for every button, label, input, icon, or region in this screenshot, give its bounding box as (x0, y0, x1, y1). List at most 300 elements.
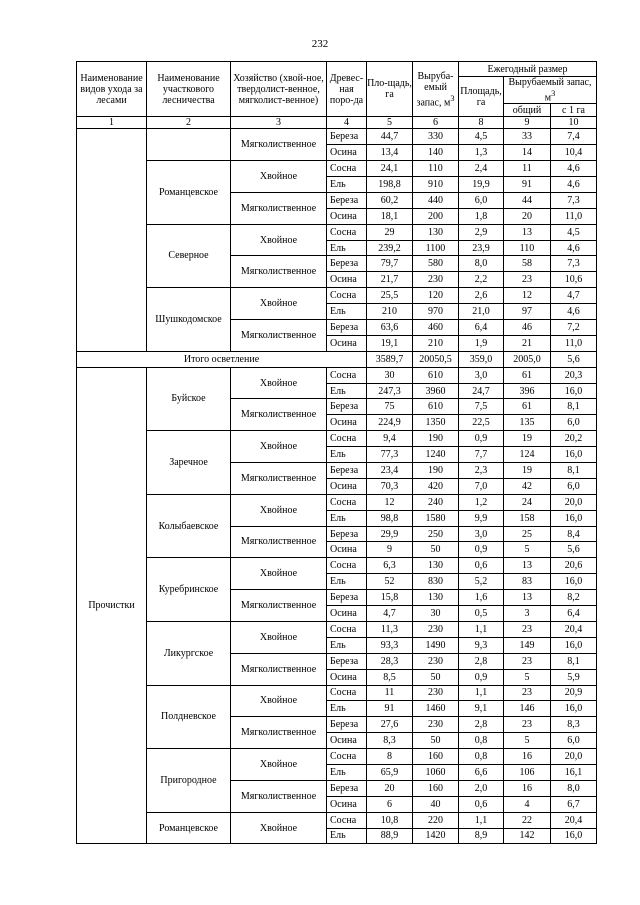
volume-cell: 160 (413, 780, 459, 796)
column-number-row (77, 117, 597, 129)
area-cell: 27,6 (367, 717, 413, 733)
poroda-cell: Ель (327, 828, 367, 844)
volume-cell: 970 (413, 304, 459, 320)
column-number: 5 (367, 117, 413, 129)
volume-cell: 130 (413, 558, 459, 574)
volume-cell: 240 (413, 494, 459, 510)
annual-volume-cell: 23 (504, 621, 551, 637)
poroda-cell: Ель (327, 574, 367, 590)
hozyaystvo-cell: Мягколиственное (231, 590, 327, 622)
care-type-cell (77, 129, 147, 351)
annual-volume-cell: 25 (504, 526, 551, 542)
annual-area-cell: 2,4 (459, 161, 504, 177)
poroda-cell: Береза (327, 399, 367, 415)
area-cell: 18,1 (367, 208, 413, 224)
poroda-cell: Ель (327, 304, 367, 320)
poroda-cell: Сосна (327, 558, 367, 574)
annual-volume-cell: 22 (504, 812, 551, 828)
volume-per-ha-cell: 6,0 (551, 478, 597, 494)
table-row (77, 288, 597, 304)
annual-volume-cell: 135 (504, 415, 551, 431)
volume-per-ha-cell: 4,6 (551, 177, 597, 193)
table-row (77, 224, 597, 240)
volume-per-ha-cell: 16,0 (551, 383, 597, 399)
poroda-cell: Осина (327, 208, 367, 224)
lesnichestvo-cell: Романцевское (147, 812, 231, 844)
annual-volume-cell: 149 (504, 637, 551, 653)
hozyaystvo-cell: Хвойное (231, 161, 327, 193)
table-row (77, 129, 597, 145)
volume-per-ha-cell: 20,4 (551, 621, 597, 637)
poroda-cell: Осина (327, 796, 367, 812)
area-cell: 239,2 (367, 240, 413, 256)
volume-cell: 440 (413, 192, 459, 208)
hozyaystvo-cell: Хвойное (231, 621, 327, 653)
annual-area-cell: 1,1 (459, 685, 504, 701)
poroda-cell: Осина (327, 606, 367, 622)
volume-per-ha-cell: 20,0 (551, 749, 597, 765)
area-cell: 6 (367, 796, 413, 812)
volume-cell: 230 (413, 621, 459, 637)
total-area-cell: 3589,7 (367, 351, 413, 367)
annual-volume-cell: 11 (504, 161, 551, 177)
area-cell: 93,3 (367, 637, 413, 653)
page-number: 232 (311, 38, 329, 50)
poroda-cell: Осина (327, 272, 367, 288)
annual-volume-cell: 19 (504, 431, 551, 447)
table-row (77, 558, 597, 574)
area-cell: 63,6 (367, 320, 413, 336)
header-annual-area: Площадь, га (459, 77, 504, 117)
hozyaystvo-cell: Мягколиственное (231, 399, 327, 431)
annual-volume-cell: 106 (504, 764, 551, 780)
poroda-cell: Береза (327, 780, 367, 796)
annual-area-cell: 1,1 (459, 812, 504, 828)
annual-volume-cell: 20 (504, 208, 551, 224)
poroda-cell: Сосна (327, 621, 367, 637)
volume-per-ha-cell: 5,6 (551, 542, 597, 558)
volume-cell: 1580 (413, 510, 459, 526)
area-cell: 91 (367, 701, 413, 717)
header-poroda: Древес-ная поро-да (327, 62, 367, 117)
annual-volume-cell: 24 (504, 494, 551, 510)
annual-area-cell: 3,0 (459, 367, 504, 383)
column-number: 8 (459, 117, 504, 129)
total-volume-per-ha-cell: 5,6 (551, 351, 597, 367)
volume-per-ha-cell: 11,0 (551, 208, 597, 224)
area-cell: 65,9 (367, 764, 413, 780)
hozyaystvo-cell: Мягколиственное (231, 780, 327, 812)
hozyaystvo-cell: Хвойное (231, 558, 327, 590)
volume-per-ha-cell: 4,6 (551, 304, 597, 320)
table-row (77, 161, 597, 177)
area-cell: 20 (367, 780, 413, 796)
annual-volume-cell: 16 (504, 780, 551, 796)
header-hozyaystvo: Хозяйство (хвой-ное, твердолист-венное, мягколист-венное) (231, 62, 327, 117)
header-volume-total: общий (504, 104, 551, 117)
annual-volume-cell: 13 (504, 224, 551, 240)
volume-cell: 50 (413, 733, 459, 749)
table-row (77, 494, 597, 510)
poroda-cell: Береза (327, 256, 367, 272)
volume-cell: 50 (413, 542, 459, 558)
poroda-cell: Осина (327, 669, 367, 685)
total-volume-cell: 20050,5 (413, 351, 459, 367)
volume-per-ha-cell: 6,7 (551, 796, 597, 812)
volume-cell: 40 (413, 796, 459, 812)
volume-cell: 50 (413, 669, 459, 685)
area-cell: 25,5 (367, 288, 413, 304)
poroda-cell: Ель (327, 177, 367, 193)
annual-volume-cell: 91 (504, 177, 551, 193)
annual-volume-cell: 14 (504, 145, 551, 161)
table-row (77, 685, 597, 701)
poroda-cell: Осина (327, 145, 367, 161)
volume-cell: 230 (413, 717, 459, 733)
annual-volume-cell: 16 (504, 749, 551, 765)
table-row (77, 812, 597, 828)
area-cell: 15,8 (367, 590, 413, 606)
volume-per-ha-cell: 6,0 (551, 415, 597, 431)
hozyaystvo-cell: Хвойное (231, 367, 327, 399)
lesnichestvo-cell: Буйское (147, 367, 231, 431)
annual-volume-cell: 4 (504, 796, 551, 812)
lesnichestvo-cell: Северное (147, 224, 231, 288)
lesnichestvo-cell: Полдневское (147, 685, 231, 749)
lesnichestvo-cell: Пригородное (147, 749, 231, 813)
volume-per-ha-cell: 7,3 (551, 256, 597, 272)
annual-volume-cell: 44 (504, 192, 551, 208)
poroda-cell: Осина (327, 733, 367, 749)
poroda-cell: Ель (327, 383, 367, 399)
table-row (77, 621, 597, 637)
hozyaystvo-cell: Мягколиственное (231, 192, 327, 224)
annual-volume-cell: 142 (504, 828, 551, 844)
area-cell: 12 (367, 494, 413, 510)
volume-cell: 1420 (413, 828, 459, 844)
poroda-cell: Ель (327, 447, 367, 463)
area-cell: 29,9 (367, 526, 413, 542)
header-area: Пло-щадь, га (367, 62, 413, 117)
volume-cell: 1350 (413, 415, 459, 431)
annual-area-cell: 2,8 (459, 653, 504, 669)
annual-area-cell: 1,9 (459, 335, 504, 351)
area-cell: 210 (367, 304, 413, 320)
volume-per-ha-cell: 16,0 (551, 637, 597, 653)
annual-volume-cell: 23 (504, 717, 551, 733)
column-number: 6 (413, 117, 459, 129)
annual-volume-cell: 13 (504, 590, 551, 606)
volume-per-ha-cell: 4,5 (551, 224, 597, 240)
annual-area-cell: 8,9 (459, 828, 504, 844)
volume-cell: 330 (413, 129, 459, 145)
column-number: 4 (327, 117, 367, 129)
poroda-cell: Сосна (327, 288, 367, 304)
poroda-cell: Береза (327, 463, 367, 479)
area-cell: 79,7 (367, 256, 413, 272)
annual-area-cell: 6,0 (459, 192, 504, 208)
lesnichestvo-cell: Заречное (147, 431, 231, 495)
poroda-cell: Береза (327, 653, 367, 669)
annual-area-cell: 1,1 (459, 621, 504, 637)
poroda-cell: Осина (327, 335, 367, 351)
volume-cell: 460 (413, 320, 459, 336)
annual-volume-cell: 5 (504, 733, 551, 749)
volume-per-ha-cell: 16,0 (551, 574, 597, 590)
volume-cell: 1060 (413, 764, 459, 780)
annual-area-cell: 0,5 (459, 606, 504, 622)
annual-area-cell: 23,9 (459, 240, 504, 256)
annual-volume-cell: 158 (504, 510, 551, 526)
annual-area-cell: 21,0 (459, 304, 504, 320)
poroda-cell: Сосна (327, 685, 367, 701)
volume-per-ha-cell: 20,0 (551, 494, 597, 510)
area-cell: 13,4 (367, 145, 413, 161)
volume-cell: 830 (413, 574, 459, 590)
volume-cell: 190 (413, 431, 459, 447)
column-number: 2 (147, 117, 231, 129)
total-annual-volume-cell: 2005,0 (504, 351, 551, 367)
annual-area-cell: 24,7 (459, 383, 504, 399)
annual-area-cell: 6,6 (459, 764, 504, 780)
annual-volume-cell: 61 (504, 399, 551, 415)
annual-area-cell: 0,9 (459, 431, 504, 447)
volume-cell: 110 (413, 161, 459, 177)
poroda-cell: Ель (327, 240, 367, 256)
area-cell: 9,4 (367, 431, 413, 447)
area-cell: 6,3 (367, 558, 413, 574)
annual-area-cell: 1,6 (459, 590, 504, 606)
area-cell: 11 (367, 685, 413, 701)
annual-area-cell: 22,5 (459, 415, 504, 431)
annual-volume-cell: 58 (504, 256, 551, 272)
volume-per-ha-cell: 6,0 (551, 733, 597, 749)
care-type-cell: Прочистки (77, 367, 147, 844)
column-number: 3 (231, 117, 327, 129)
annual-area-cell: 7,5 (459, 399, 504, 415)
area-cell: 44,7 (367, 129, 413, 145)
lesnichestvo-cell: Шушкодомское (147, 288, 231, 352)
hozyaystvo-cell: Хвойное (231, 224, 327, 256)
annual-volume-cell: 23 (504, 272, 551, 288)
area-cell: 8,3 (367, 733, 413, 749)
column-number: 1 (77, 117, 147, 129)
poroda-cell: Береза (327, 320, 367, 336)
volume-cell: 610 (413, 367, 459, 383)
area-cell: 30 (367, 367, 413, 383)
hozyaystvo-cell: Мягколиственное (231, 526, 327, 558)
hozyaystvo-cell: Мягколиственное (231, 129, 327, 161)
column-number: 10 (551, 117, 597, 129)
hozyaystvo-cell: Мягколиственное (231, 653, 327, 685)
area-cell: 29 (367, 224, 413, 240)
annual-area-cell: 2,9 (459, 224, 504, 240)
area-cell: 52 (367, 574, 413, 590)
volume-per-ha-cell: 11,0 (551, 335, 597, 351)
annual-volume-cell: 396 (504, 383, 551, 399)
annual-area-cell: 9,1 (459, 701, 504, 717)
volume-cell: 1490 (413, 637, 459, 653)
volume-per-ha-cell: 8,1 (551, 653, 597, 669)
hozyaystvo-cell: Хвойное (231, 812, 327, 844)
area-cell: 19,1 (367, 335, 413, 351)
header-annual: Ежегодный размер (459, 62, 597, 77)
volume-per-ha-cell: 5,9 (551, 669, 597, 685)
area-cell: 4,7 (367, 606, 413, 622)
annual-area-cell: 5,2 (459, 574, 504, 590)
annual-area-cell: 2,8 (459, 717, 504, 733)
area-cell: 88,9 (367, 828, 413, 844)
volume-per-ha-cell: 7,2 (551, 320, 597, 336)
area-cell: 10,8 (367, 812, 413, 828)
annual-volume-cell: 110 (504, 240, 551, 256)
annual-volume-cell: 13 (504, 558, 551, 574)
volume-cell: 160 (413, 749, 459, 765)
volume-cell: 120 (413, 288, 459, 304)
poroda-cell: Береза (327, 192, 367, 208)
volume-per-ha-cell: 20,3 (551, 367, 597, 383)
annual-volume-cell: 146 (504, 701, 551, 717)
poroda-cell: Сосна (327, 431, 367, 447)
annual-area-cell: 19,9 (459, 177, 504, 193)
poroda-cell: Ель (327, 510, 367, 526)
annual-volume-cell: 124 (504, 447, 551, 463)
volume-per-ha-cell: 4,6 (551, 240, 597, 256)
volume-per-ha-cell: 8,1 (551, 463, 597, 479)
annual-volume-cell: 5 (504, 669, 551, 685)
area-cell: 98,8 (367, 510, 413, 526)
volume-per-ha-cell: 20,6 (551, 558, 597, 574)
volume-cell: 190 (413, 463, 459, 479)
volume-per-ha-cell: 10,4 (551, 145, 597, 161)
annual-area-cell: 3,0 (459, 526, 504, 542)
area-cell: 28,3 (367, 653, 413, 669)
volume-cell: 1100 (413, 240, 459, 256)
hozyaystvo-cell: Хвойное (231, 749, 327, 781)
volume-cell: 420 (413, 478, 459, 494)
total-label: Итого осветление (77, 351, 367, 367)
annual-volume-cell: 21 (504, 335, 551, 351)
hozyaystvo-cell: Хвойное (231, 288, 327, 320)
annual-area-cell: 1,2 (459, 494, 504, 510)
volume-cell: 210 (413, 335, 459, 351)
annual-area-cell: 8,0 (459, 256, 504, 272)
annual-area-cell: 7,0 (459, 478, 504, 494)
hozyaystvo-cell: Мягколиственное (231, 717, 327, 749)
volume-cell: 1240 (413, 447, 459, 463)
volume-per-ha-cell: 4,6 (551, 161, 597, 177)
volume-per-ha-cell: 16,1 (551, 764, 597, 780)
volume-cell: 220 (413, 812, 459, 828)
volume-cell: 230 (413, 685, 459, 701)
annual-area-cell: 0,9 (459, 669, 504, 685)
annual-volume-cell: 46 (504, 320, 551, 336)
hozyaystvo-cell: Мягколиственное (231, 320, 327, 352)
volume-cell: 130 (413, 590, 459, 606)
volume-per-ha-cell: 20,9 (551, 685, 597, 701)
volume-per-ha-cell: 20,2 (551, 431, 597, 447)
annual-volume-cell: 19 (504, 463, 551, 479)
volume-per-ha-cell: 7,4 (551, 129, 597, 145)
area-cell: 21,7 (367, 272, 413, 288)
annual-area-cell: 2,6 (459, 288, 504, 304)
volume-per-ha-cell: 20,4 (551, 812, 597, 828)
volume-cell: 140 (413, 145, 459, 161)
area-cell: 8 (367, 749, 413, 765)
volume-per-ha-cell: 16,0 (551, 510, 597, 526)
area-cell: 77,3 (367, 447, 413, 463)
volume-per-ha-cell: 10,6 (551, 272, 597, 288)
volume-cell: 200 (413, 208, 459, 224)
volume-per-ha-cell: 8,4 (551, 526, 597, 542)
annual-area-cell: 0,6 (459, 796, 504, 812)
hozyaystvo-cell: Хвойное (231, 685, 327, 717)
annual-area-cell: 9,9 (459, 510, 504, 526)
lesnichestvo-cell: Ликургское (147, 621, 231, 685)
annual-area-cell: 2,3 (459, 463, 504, 479)
poroda-cell: Осина (327, 478, 367, 494)
annual-volume-cell: 61 (504, 367, 551, 383)
annual-volume-cell: 5 (504, 542, 551, 558)
lesnichestvo-cell: Куребринское (147, 558, 231, 622)
volume-cell: 230 (413, 272, 459, 288)
hozyaystvo-cell: Мягколиственное (231, 256, 327, 288)
poroda-cell: Сосна (327, 812, 367, 828)
area-cell: 247,3 (367, 383, 413, 399)
poroda-cell: Береза (327, 129, 367, 145)
volume-per-ha-cell: 8,3 (551, 717, 597, 733)
lesnichestvo-cell: Колыбаевское (147, 494, 231, 558)
annual-area-cell: 6,4 (459, 320, 504, 336)
lesnichestvo-cell: Романцевское (147, 161, 231, 225)
annual-volume-cell: 97 (504, 304, 551, 320)
annual-volume-cell: 23 (504, 685, 551, 701)
area-cell: 70,3 (367, 478, 413, 494)
hozyaystvo-cell: Хвойное (231, 494, 327, 526)
table-row (77, 431, 597, 447)
area-cell: 198,8 (367, 177, 413, 193)
volume-per-ha-cell: 4,7 (551, 288, 597, 304)
poroda-cell: Сосна (327, 224, 367, 240)
header-annual-volume: Вырубаемый запас, $м^3$ (504, 77, 597, 104)
table-row (77, 749, 597, 765)
poroda-cell: Ель (327, 637, 367, 653)
poroda-cell: Сосна (327, 367, 367, 383)
annual-volume-cell: 12 (504, 288, 551, 304)
poroda-cell: Береза (327, 717, 367, 733)
annual-area-cell: 0,8 (459, 749, 504, 765)
total-annual-area-cell: 359,0 (459, 351, 504, 367)
volume-per-ha-cell: 7,3 (551, 192, 597, 208)
annual-volume-cell: 33 (504, 129, 551, 145)
header-care-type: Наименование видов ухода за лесами (77, 62, 147, 117)
volume-cell: 910 (413, 177, 459, 193)
area-cell: 24,1 (367, 161, 413, 177)
volume-cell: 230 (413, 653, 459, 669)
volume-per-ha-cell: 16,0 (551, 828, 597, 844)
column-number: 9 (504, 117, 551, 129)
header-lesnichestvo: Наименование участкового лесничества (147, 62, 231, 117)
volume-per-ha-cell: 6,4 (551, 606, 597, 622)
poroda-cell: Сосна (327, 161, 367, 177)
annual-area-cell: 0,6 (459, 558, 504, 574)
poroda-cell: Осина (327, 542, 367, 558)
area-cell: 11,3 (367, 621, 413, 637)
poroda-cell: Сосна (327, 749, 367, 765)
header-volume-per-ha: с 1 га (551, 104, 597, 117)
annual-area-cell: 0,8 (459, 733, 504, 749)
volume-cell: 610 (413, 399, 459, 415)
